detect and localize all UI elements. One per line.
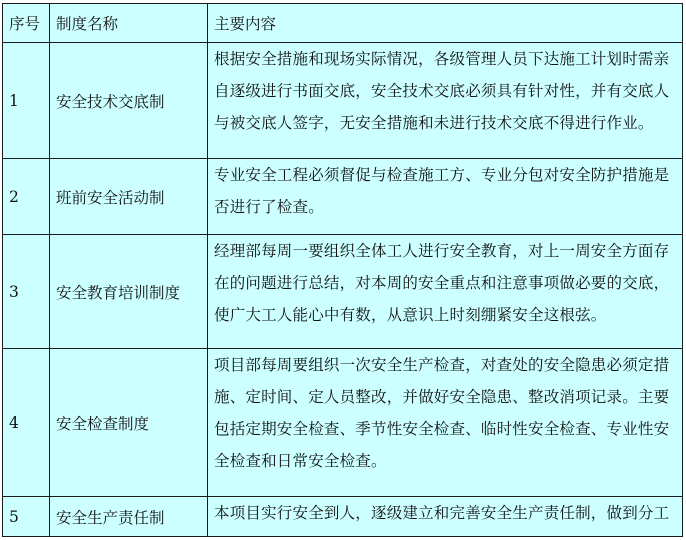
regulation-name: 班前安全活动制 bbox=[50, 159, 208, 235]
regulation-content: 项目部每周要组织一次安全生产检查，对查处的安全隐患必须定措施、定时间、定人员整改，并做好安全隐患、整改消项记录。主要包括定期安全检查、季节性安全检查、临时性安全检查、专业性安全检查和日常安全检查。 bbox=[208, 349, 683, 497]
regulation-content: 专业安全工程必须督促与检查施工方、专业分包对安全防护措施是否进行了检查。 bbox=[208, 159, 683, 235]
table-header-row bbox=[3, 4, 683, 43]
header-serial-number: 序号 bbox=[3, 4, 50, 43]
regulation-name: 安全生产责任制 bbox=[50, 497, 208, 537]
regulation-name: 安全检查制度 bbox=[50, 349, 208, 497]
table-row bbox=[3, 349, 683, 497]
row-number: 5 bbox=[3, 497, 50, 537]
row-number: 3 bbox=[3, 235, 50, 349]
header-regulation-name: 制度名称 bbox=[50, 4, 208, 43]
row-number: 4 bbox=[3, 349, 50, 497]
row-number: 1 bbox=[3, 43, 50, 159]
regulation-content: 经理部每周一要组织全体工人进行安全教育，对上一周安全方面存在的问题进行总结，对本周的安全重点和注意事项做必要的交底，使广大工人能心中有数，从意识上时刻绷紧安全这根弦。 bbox=[208, 235, 683, 349]
regulation-name: 安全教育培训制度 bbox=[50, 235, 208, 349]
table-row bbox=[3, 43, 683, 159]
table-row bbox=[3, 235, 683, 349]
row-number: 2 bbox=[3, 159, 50, 235]
table-row bbox=[3, 497, 683, 537]
regulation-content: 根据安全措施和现场实际情况，各级管理人员下达施工计划时需亲自逐级进行书面交底，安全技术交底必须具有针对性，并有交底人与被交底人签字，无安全措施和未进行技术交底不得进行作业。 bbox=[208, 43, 683, 159]
header-main-content: 主要内容 bbox=[208, 4, 683, 43]
regulation-name: 安全技术交底制 bbox=[50, 43, 208, 159]
regulation-content: 本项目实行安全到人，逐级建立和完善安全生产责任制，做到分工 bbox=[208, 497, 683, 537]
table-row bbox=[3, 159, 683, 235]
regulation-table bbox=[2, 3, 683, 537]
